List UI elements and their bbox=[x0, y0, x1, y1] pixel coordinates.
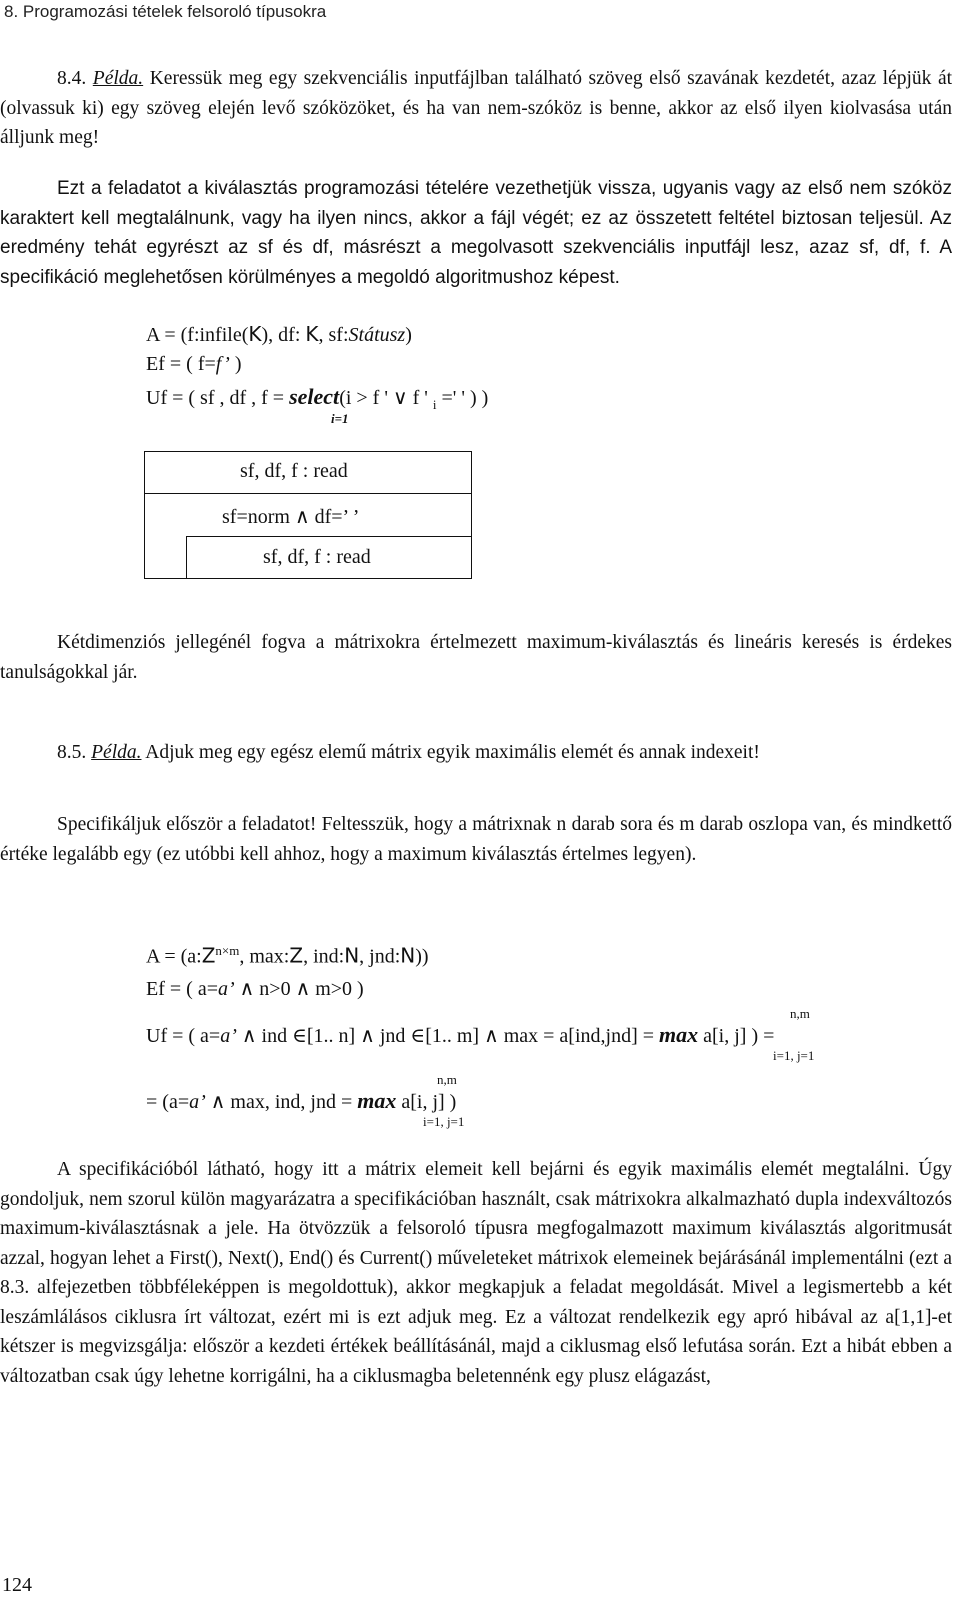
spec-postcondition-line2: = (a=a’ ∧ max, ind, jnd = max a[i, j] ) bbox=[146, 1088, 457, 1113]
spec-precondition: Ef = ( f=f’ ) bbox=[146, 353, 242, 375]
spec-postcondition: Uf = ( sf , df , f = select(i > f ' ∨ f ' $_i$ =' ' ) ) bbox=[146, 384, 489, 412]
example-number: 8.4. bbox=[57, 68, 87, 89]
nsd-loop-condition: sf=norm ∧ df=’ ’ bbox=[222, 506, 360, 528]
example-8-4-para2 bbox=[0, 174, 952, 292]
example-8-5-para3 bbox=[0, 1155, 952, 1391]
example-8-5-para2 bbox=[0, 810, 952, 869]
select-subscript: i=1 bbox=[331, 411, 349, 426]
structogram-divider bbox=[144, 493, 472, 494]
max-superscript: n,m bbox=[790, 1006, 810, 1021]
example-number: 8.5. bbox=[57, 742, 87, 763]
spec-state-space: A = (f:infile(K), df: K, sf:Státusz) bbox=[146, 322, 412, 346]
loop-left-edge bbox=[186, 536, 187, 578]
nsd-loop-body-read: sf, df, f : read bbox=[263, 546, 371, 568]
paragraph-text: A specifikációból látható, hogy itt a mátrix elemeit kell bejárni és egyik maximális elemét megtalálni. Úgy gondoljuk, nem szorul külön magyarázatra a specifikációban használt, csak mátrixokra alkalmazható dupla indexváltozós maximum-kiválasztásnak a jele. Ha ötvözzük a felsoroló típusra megfogalmazott maximum kiválasztás algoritmusát azzal, hogyan lehet a First(), Next(), End() és Current() műveleteket mátrixok elemeinek bejárásánál implementálni (ezt a 8.3. alfejezetben többféleképpen is megoldottuk), akkor megkapjuk a feladat megoldását. Mivel a legismertebb a két leszámlálásos ciklusra írt változat, ezért mi is ezt adjuk meg. Ez a változat rendelkezik egy apró hibával az a[1,1]-et kétszer is megvizsgálja: először a kezdeti értékek beállításánál, majd a ciklusmag első lefutása során. Ezt a hibát ebben a változatban csak úgy lehetne korrigálni, ha a ciklusmagba beletennénk egy plusz elágazást, bbox=[0, 1159, 952, 1387]
max-operator: max bbox=[357, 1088, 397, 1113]
nsd-read-statement: sf, df, f : read bbox=[240, 460, 348, 482]
spec-state-space: $A = (a:Z^{n\times m}$, max:Z, ind:N, jnd:N)) bbox=[146, 943, 429, 968]
example-8-4-intro bbox=[0, 64, 952, 153]
max-subscript: i=1, j=1 bbox=[423, 1114, 465, 1129]
max-subscript: i=1, j=1 bbox=[773, 1048, 815, 1063]
page-number: 124 bbox=[2, 1574, 32, 1596]
example-8-5-intro bbox=[0, 738, 952, 768]
running-header: 8. Programozási tételek felsoroló típusokra bbox=[4, 2, 327, 21]
example-intro-text: Adjuk meg egy egész elemű mátrix egyik maximális elemét és annak indexeit! bbox=[145, 742, 760, 763]
example-intro-text: Keressük meg egy szekvenciális inputfájlban található szöveg első szavának kezdetét, azaz lépjük át (olvassuk ki) egy szöveg elején levő szóközöket, és ha van nem-szóköz is benne, akkor az első ilyen kiolvasása után álljunk meg! bbox=[0, 68, 953, 148]
example-title: Példa. bbox=[91, 742, 142, 763]
select-operator: select bbox=[289, 384, 340, 409]
paragraph-text: Kétdimenziós jellegénél fogva a mátrixokra értelmezett maximum-kiválasztás és lineáris keresés is érdekes tanulságokkal jár. bbox=[0, 632, 952, 683]
max-superscript: n,m bbox=[437, 1072, 457, 1087]
example-title: Példa. bbox=[92, 68, 144, 89]
loop-body-divider bbox=[186, 536, 472, 537]
max-operator: max bbox=[659, 1022, 699, 1047]
paragraph-text: Ezt a feladatot a kiválasztás programozási tételére vezethetjük vissza, ugyanis vagy az első nem szóköz karaktert kell megtalálnunk, vagy ha ilyen nincs, akkor a fájl végét; ez az összetett feltétel biztosan teljesül. Az eredmény tehát egyrészt az sf és df, másrészt a megolvasott szekvenciális inputfájl lesz, azaz sf, df, f. A specifikáció meglehetősen körülményes a megoldó algoritmushoz képest. bbox=[0, 178, 952, 288]
paragraph-text: Specifikáljuk először a feladatot! Feltesszük, hogy a mátrixnak n darab sora és m darab oszlopa van, és mindkettő értéke legalább egy (ez utóbbi kell ahhoz, hogy a maximum kiválasztás értelmes legyen). bbox=[0, 814, 952, 865]
spec-precondition: Ef = ( a=a’ ∧ n>0 ∧ m>0 ) bbox=[146, 978, 364, 1000]
spec-postcondition-line1: Uf = ( a=a’ ∧ ind ∈[1.. n] ∧ jnd ∈[1.. m] ∧ max = a[ind,jnd] = max a[i, j] ) = bbox=[146, 1022, 775, 1047]
example-8-4-closing bbox=[0, 628, 952, 687]
